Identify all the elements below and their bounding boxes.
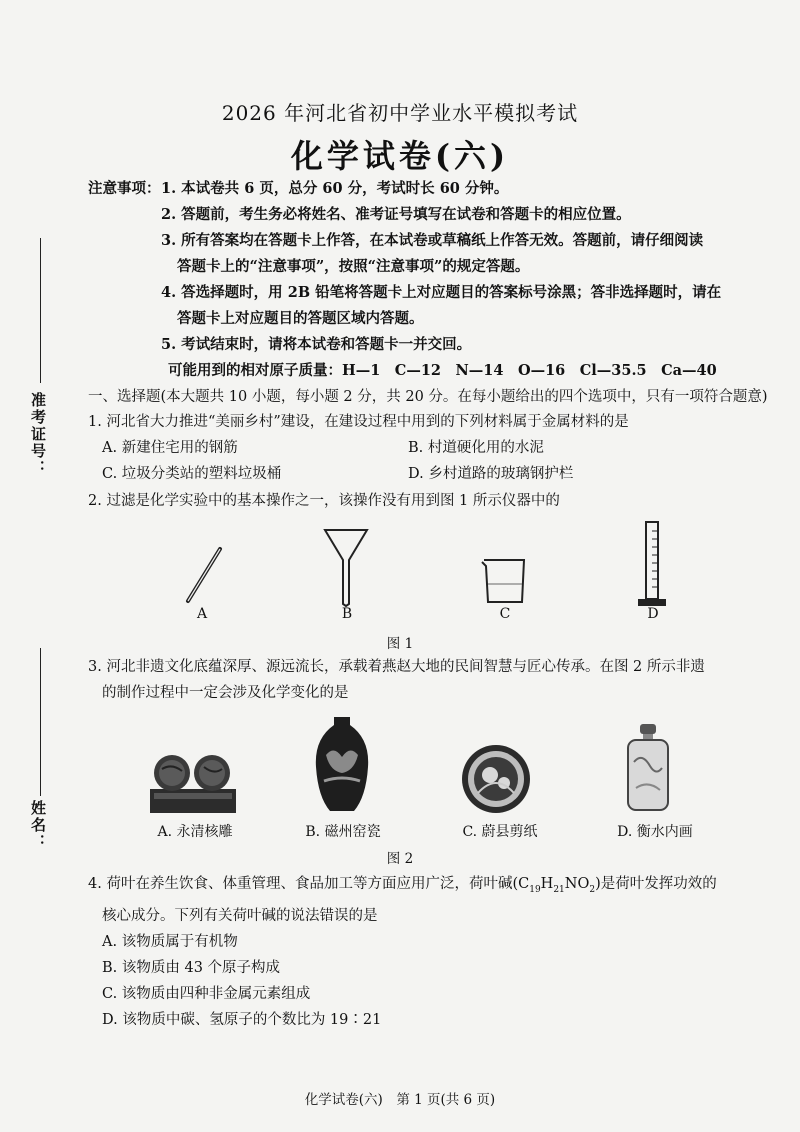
exam-id-line	[40, 238, 41, 383]
notes-section	[88, 176, 768, 384]
note-item: 1. 本试卷共 6 页，总分 60 分，考试时长 60 分钟。	[161, 180, 509, 197]
question-stem: 1. 河北省大力推进“美丽乡村”建设，在建设过程中用到的下列材料属于金属材料的是	[88, 414, 629, 430]
exam-subtitle: 2026 年河北省初中学业水平模拟考试	[221, 101, 579, 125]
option-b: B. 该物质由 43 个原子构成	[102, 959, 281, 976]
inside-painted-bottle-image	[622, 722, 674, 814]
option-c: C. 该物质由四种非金属元素组成	[102, 985, 311, 1002]
walnut-carving-image	[148, 745, 238, 815]
exam-title: 化学试卷(六)	[290, 137, 510, 175]
name-line	[40, 648, 41, 796]
fig2-label-b: B. 磁州窑瓷	[305, 824, 381, 840]
fig1-label-a: A	[196, 606, 208, 622]
cizhou-porcelain-image	[310, 715, 374, 815]
option-d: D. 该物质中碳、氢原子的个数比为 19∶21	[102, 1011, 382, 1028]
fig1-label-d: D	[647, 606, 659, 622]
question-3	[88, 654, 768, 706]
section-heading: 一、选择题(本大题共 10 小题，每小题 2 分，共 20 分。在每小题给出的四个选项中，只有一项符合题意)	[88, 389, 768, 405]
question-4	[88, 871, 768, 1033]
question-stem-cont: 核心成分。下列有关荷叶碱的说法错误的是	[102, 907, 378, 924]
funnel-figure	[322, 526, 370, 608]
fig2-label-d: D. 衡水内画	[617, 824, 693, 840]
question-stem-cont: 的制作过程中一定会涉及化学变化的是	[102, 685, 349, 701]
figure-2-caption: 图 2	[386, 851, 414, 867]
option-a: A. 该物质属于有机物	[102, 933, 238, 950]
note-item: 3. 所有答案均在答题卡上作答，在本试卷或草稿纸上作答无效。答题前，请仔细阅读	[161, 232, 704, 249]
option-d: D. 乡村道路的玻璃钢护栏	[408, 466, 574, 482]
glass-rod-figure	[180, 545, 230, 605]
question-stem: 4. 荷叶在养生饮食、体重管理、食品加工等方面应用广泛，荷叶碱$(C_{19}H_{21}NO_2)$是荷叶发挥功效的	[88, 876, 717, 895]
figure-1-caption: 图 1	[386, 636, 414, 652]
papercut-image	[460, 743, 532, 815]
fig1-label-c: C	[499, 606, 511, 622]
question-2-stem: 2. 过滤是化学实验中的基本操作之一，该操作没有用到图 1 所示仪器中的	[88, 493, 560, 509]
note-item: 2. 答题前，考生务必将姓名、准考证号填写在试卷和答题卡的相应位置。	[161, 206, 631, 223]
notes-label: 注意事项：	[88, 180, 161, 197]
chemical-formula: $C_{19}H_{21}NO_2$	[518, 876, 596, 895]
note-item-cont: 答题卡上的“注意事项”，按照“注意事项”的规定答题。	[177, 258, 530, 275]
option-a: A. 新建住宅用的钢筋	[102, 440, 238, 456]
option-b: B. 村道硬化用的水泥	[408, 440, 544, 456]
fig1-label-b: B	[341, 606, 353, 622]
name-label: 姓名：	[29, 800, 47, 851]
note-item: 5. 考试结束时，请将本试卷和答题卡一并交回。	[161, 336, 472, 353]
note-item-cont: 答题卡上对应题目的答题区域内答题。	[177, 310, 424, 327]
option-c: C. 垃圾分类站的塑料垃圾桶	[102, 466, 282, 482]
question-stem: 3. 河北非遗文化底蕴深厚、源远流长，承载着燕赵大地的民间智慧与匠心传承。在图 2 所示非遗	[88, 659, 705, 675]
note-item: 4. 答选择题时，用 2B 铅笔将答题卡上对应题目的答案标号涂黑；答非选择题时，请在	[161, 284, 722, 301]
fig2-label-c: C. 蔚县剪纸	[462, 824, 538, 840]
exam-id-label: 准考证号：	[29, 392, 47, 477]
question-1	[88, 409, 768, 487]
page-footer: 化学试卷(六) 第 1 页(共 6 页)	[304, 1092, 496, 1108]
fig2-label-a: A. 永清核雕	[157, 824, 233, 840]
atomic-mass-line: 可能用到的相对原子质量：H—1 C—12 N—14 O—16 Cl—35.5 Ca—40	[168, 362, 717, 379]
beaker-figure	[480, 556, 530, 606]
graduated-cylinder-figure	[636, 519, 668, 609]
